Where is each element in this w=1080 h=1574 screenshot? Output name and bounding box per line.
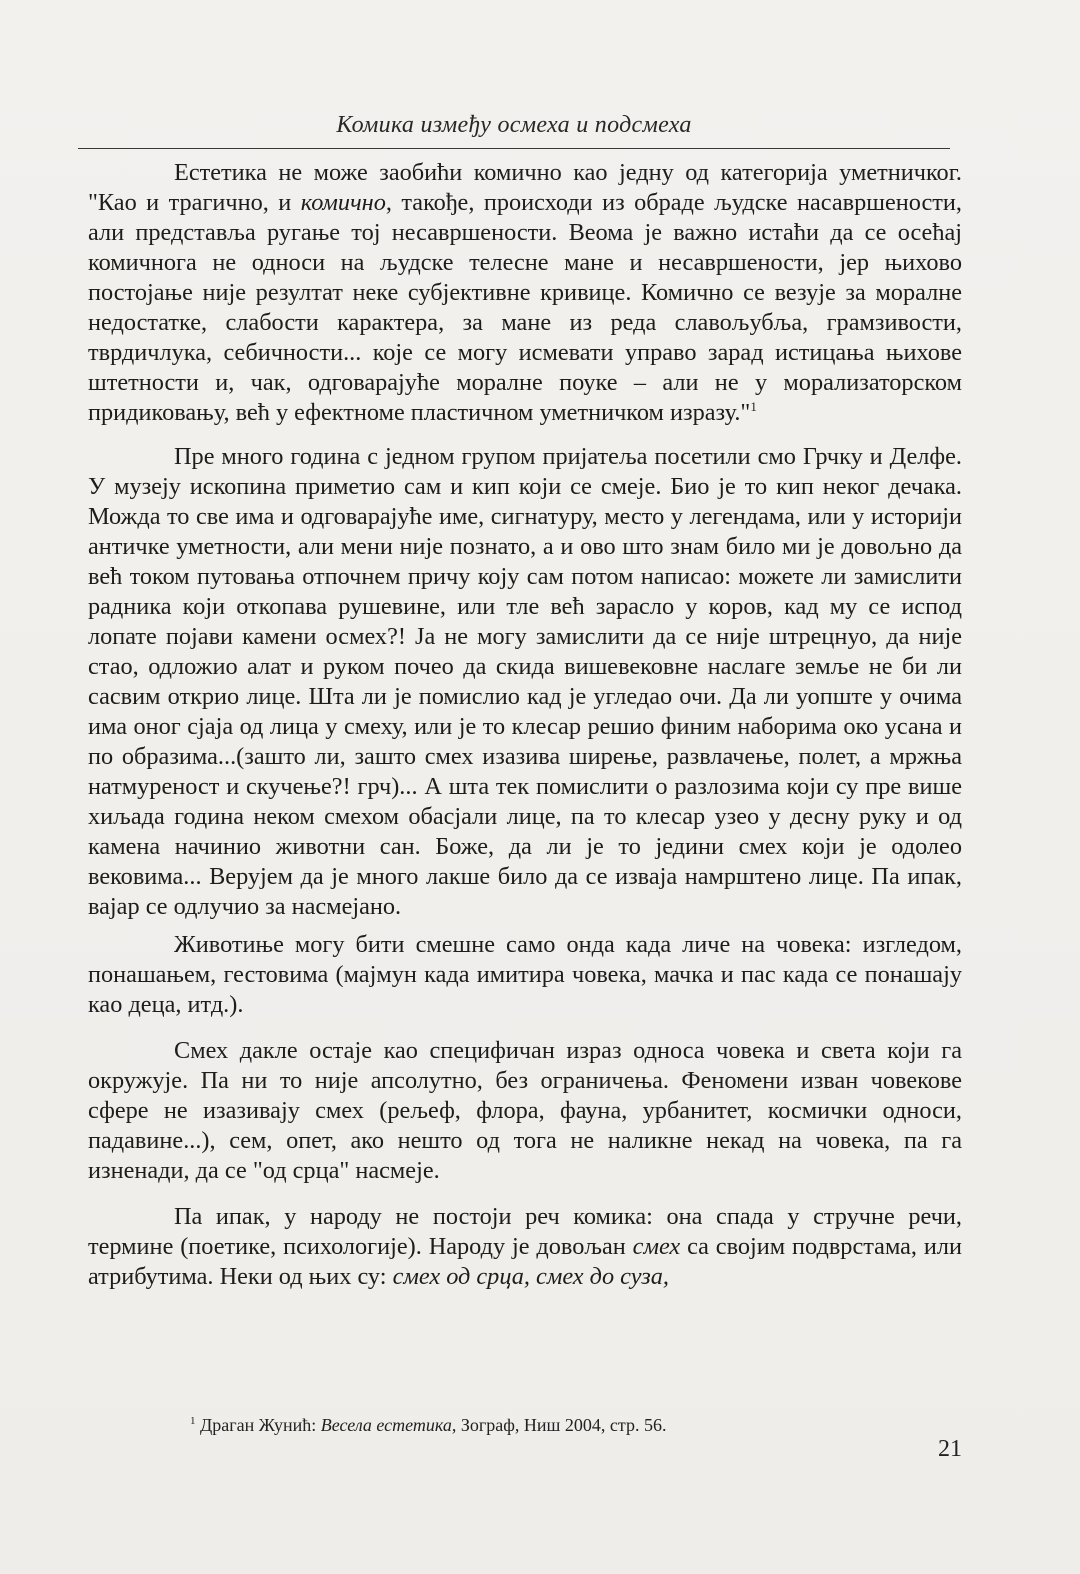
emphasis-smeh-types: смех од срца, смех до суза,: [392, 1263, 669, 1290]
body-text: [88, 158, 962, 1292]
footnote-author: Драган Жунић:: [200, 1415, 321, 1435]
running-head: Комика између осмеха и подсмеха: [336, 112, 692, 138]
emphasis-komicno: комично: [300, 189, 386, 216]
paragraph-2: Пре много година с једном групом пријатеља посетили смо Грчку и Делфе. У музеју ископина приметио сам и кип који се смеје. Био је то кип неког дечака. Можда то све има и одговарајуће име, сигнатуру, место у легендама, или у историји античке уметности, али мени није познато, а и ово што знам било ми је довољно да већ током путовања отпочнем причу коју сам потом написао: можете ли замислити радника који откопава рушевине, или тле већ зарасло у коров, кад му се испод лопате појави камени осмех?! Ја не могу замислити да се није штрецнуо, да није стао, одложио алат и руком почео да скида вишевековне наслаге земље не би ли сасвим открио лице. Шта ли је помислио кад је угледао очи. Да ли уопште у очима има оног сјаја од лица у смеху, или је то клесар решио финим наборима око усана и по образима...(зашто ли, зашто смех изазива ширење, развлачење, полет, а мржња натмуреност и скучење?! грч)... А шта тек помислити о разлозима који су пре више хиљада година неком смехом обасјали лице, па то клесар узео у десну руку и од камена начинио животни сан. Боже, да ли је то једини смех који је одолео вековима... Верујем да је много лакше било да се изваја намрштено лице. Па ипак, вајар се одлучио за насмејано.: [88, 443, 962, 920]
footnote-rest: , Зограф, Ниш 2004, стр. 56.: [451, 1415, 667, 1435]
footnote-ref: 1: [750, 398, 757, 414]
footnote: [190, 1414, 667, 1436]
page-number: 21: [938, 1436, 962, 1462]
header-rule: [78, 148, 950, 149]
paragraph-4: Смех дакле остаје као специфичан израз односа човека и света који га окружује. Па ни то није апсолутно, без ограничења. Феномени изван човекове сфере не изазивају смех (рељеф, флора, фауна, урбанитет, космички односи, падавине...), сем, опет, ако нешто од тога не наликне некад на човека, па га изненади, да се "од срца" насмеје.: [88, 1037, 962, 1184]
footnote-title: Весела естетика: [320, 1415, 452, 1435]
paragraph-3: Животиње могу бити смешне само онда када личе на човека: изгледом, понашањем, гестовима (мајмун када имитира човека, мачка и пас када се понашају као деца, итд.).: [88, 931, 962, 1018]
footnote-number: 1: [190, 1415, 196, 1427]
paragraph-1: Естетика не може заобићи комично као једну од категорија уметничког. "Као и трагично, и комично, такође, происходи из обраде људске насавршености, али представља ругање тој несавршености. Веома је важно истаћи да се осећај комичнога не односи на људске телесне мане и несавршености, јер њихово постојање није резултат неке субјективне кривице. Комично се везује за моралне недостатке, слабости карактера, за мане из реда славољубља, грамзивости, тврдичлука, себичности... које се могу исмевати управо зарад истицања њихове штетности и, чак, одговарајуће моралне поуке – али не у морализаторском придиковању, већ у ефектноме пластичном уметничком изразу."$^1$: [88, 159, 962, 426]
paragraph-5: Па ипак, у народу не постоји реч комика: она спада у стручне речи, термине (поетике, психологије). Народу је довољан смех са својим подврстама, или атрибутима. Неки од њих су: смех од срца, смех до суза,: [88, 1203, 962, 1290]
emphasis-smeh: смех: [632, 1233, 681, 1260]
